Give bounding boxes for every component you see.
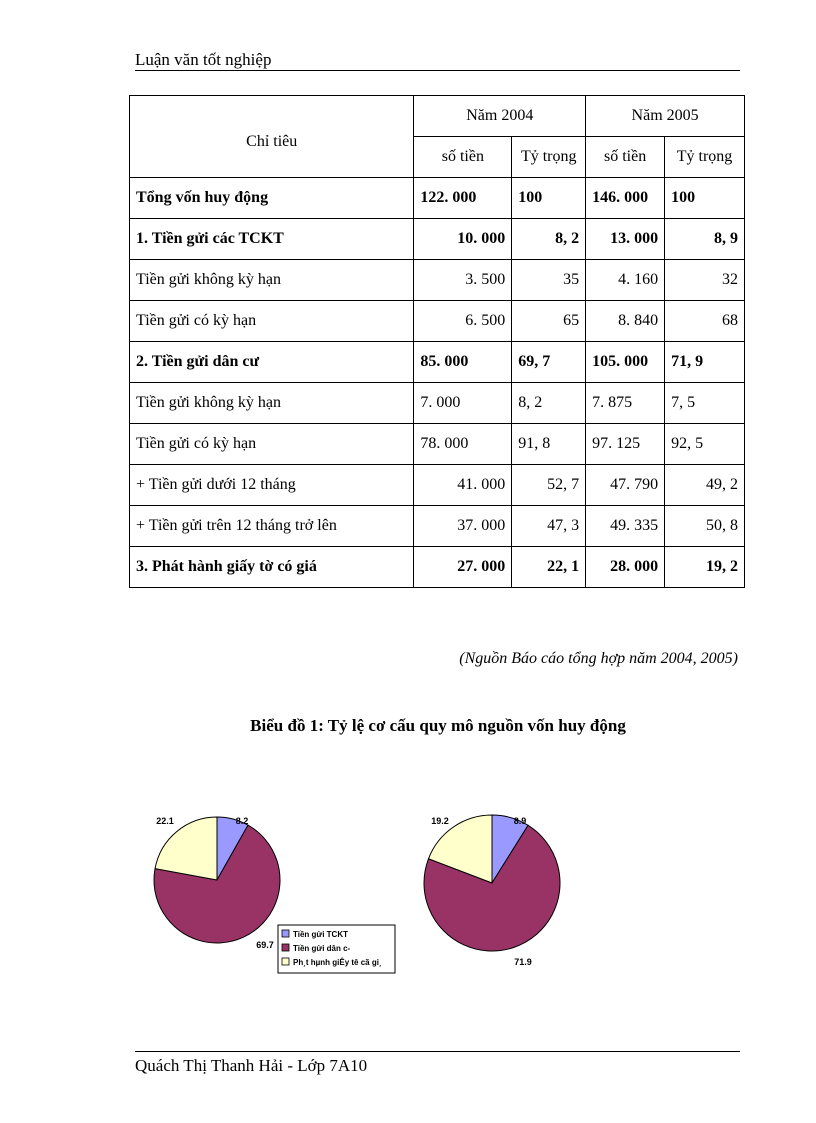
share-2004-cell: 8, 2 [512,219,586,260]
table-row [130,506,745,547]
amount-2004-header: số tiền [414,137,512,178]
table-row [130,547,745,588]
share-2005-cell: 71, 9 [665,342,745,383]
pie-chart-2005 [424,815,560,967]
pie-chart-2004 [154,816,280,950]
pie-data-label-1-0: 8.9 [513,816,527,826]
amount-2004-cell: 6. 500 [414,301,512,342]
legend-item-label: Ph¸t hµnh giÊy tê cã gi¸ [293,958,382,967]
amount-2005-cell: 13. 000 [586,219,665,260]
amount-2005-header: số tiền [586,137,665,178]
amount-2005-cell: 97. 125 [586,424,665,465]
amount-2005-cell: 105. 000 [586,342,665,383]
share-2005-cell: 32 [665,260,745,301]
pie-charts [0,780,816,1010]
share-2004-cell: 100 [512,178,586,219]
pie-data-label-1-2: 19.2 [431,816,449,826]
amount-2004-cell: 37. 000 [414,506,512,547]
share-2004-cell: 65 [512,301,586,342]
footer-rule [135,1051,740,1052]
legend-item-label: Tiền gửi TCKT [293,930,348,939]
table-row [130,424,745,465]
amount-2005-cell: 49. 335 [586,506,665,547]
year-2004-header: Năm 2004 [414,96,586,137]
share-2004-header: Tỷ trọng [512,137,586,178]
amount-2004-cell: 122. 000 [414,178,512,219]
year-2005-header: Năm 2005 [586,96,745,137]
share-2005-cell: 68 [665,301,745,342]
table-row [130,219,745,260]
source-note: (Nguồn Báo cáo tổng hợp năm 2004, 2005) [459,650,738,667]
amount-2005-cell: 8. 840 [586,301,665,342]
legend-swatch [282,944,289,951]
amount-2005-cell: 28. 000 [586,547,665,588]
share-2005-cell: 49, 2 [665,465,745,506]
amount-2004-cell: 41. 000 [414,465,512,506]
legend-swatch [282,958,289,965]
amount-2004-cell: 3. 500 [414,260,512,301]
amount-2004-cell: 78. 000 [414,424,512,465]
row-label-cell: Tiền gửi không kỳ hạn [130,260,414,301]
table-row [130,260,745,301]
table-row [130,342,745,383]
col-indicator-header: Chỉ tiêu [130,96,414,178]
row-label-cell: 1. Tiền gửi các TCKT [130,219,414,260]
amount-2005-cell: 47. 790 [586,465,665,506]
share-2004-cell: 52, 7 [512,465,586,506]
amount-2005-cell: 4. 160 [586,260,665,301]
table-body [130,178,745,588]
table-row [130,178,745,219]
table-row [130,465,745,506]
page-footer: Quách Thị Thanh Hải - Lớp 7A10 [135,1056,368,1075]
row-label-cell: + Tiền gửi dưới 12 tháng [130,465,414,506]
table-row [130,383,745,424]
share-2004-cell: 91, 8 [512,424,586,465]
row-label-cell: Tiền gửi không kỳ hạn [130,383,414,424]
amount-2005-cell: 146. 000 [586,178,665,219]
share-2005-header: Tỷ trọng [665,137,745,178]
legend-item-label: Tiền gửi dân c- [293,944,351,953]
row-label-cell: Tổng vốn huy động [130,178,414,219]
share-2005-cell: 19, 2 [665,547,745,588]
share-2005-cell: 92, 5 [665,424,745,465]
row-label-cell: Tiền gửi có kỳ hạn [130,424,414,465]
pie-slice-0-2 [155,817,217,880]
share-2004-cell: 8, 2 [512,383,586,424]
chart-legend [278,925,395,973]
share-2004-cell: 22, 1 [512,547,586,588]
share-2004-cell: 47, 3 [512,506,586,547]
amount-2004-cell: 85. 000 [414,342,512,383]
share-2005-cell: 8, 9 [665,219,745,260]
capital-table [129,95,745,588]
amount-2004-cell: 10. 000 [414,219,512,260]
share-2005-cell: 7, 5 [665,383,745,424]
pie-data-label-0-0: 8.2 [235,816,249,826]
share-2005-cell: 100 [665,178,745,219]
share-2004-cell: 35 [512,260,586,301]
legend-swatch [282,930,289,937]
row-label-cell: + Tiền gửi trên 12 tháng trở lên [130,506,414,547]
pie-data-label-0-1: 69.7 [256,940,274,950]
row-label-cell: 2. Tiền gửi dân cư [130,342,414,383]
pie-data-label-1-1: 71.9 [514,957,532,967]
amount-2004-cell: 7. 000 [414,383,512,424]
amount-2005-cell: 7. 875 [586,383,665,424]
amount-2004-cell: 27. 000 [414,547,512,588]
share-2005-cell: 50, 8 [665,506,745,547]
row-label-cell: 3. Phát hành giấy tờ có giá [130,547,414,588]
page-header: Luận văn tốt nghiệp [135,50,272,69]
pie-data-label-0-2: 22.1 [156,816,174,826]
header-rule [135,70,740,71]
table-header-row [130,96,745,137]
share-2004-cell: 69, 7 [512,342,586,383]
table-row [130,301,745,342]
row-label-cell: Tiền gửi có kỳ hạn [130,301,414,342]
chart-title: Biểu đồ 1: Tỷ lệ cơ cấu quy mô nguồn vốn huy động [250,716,626,735]
